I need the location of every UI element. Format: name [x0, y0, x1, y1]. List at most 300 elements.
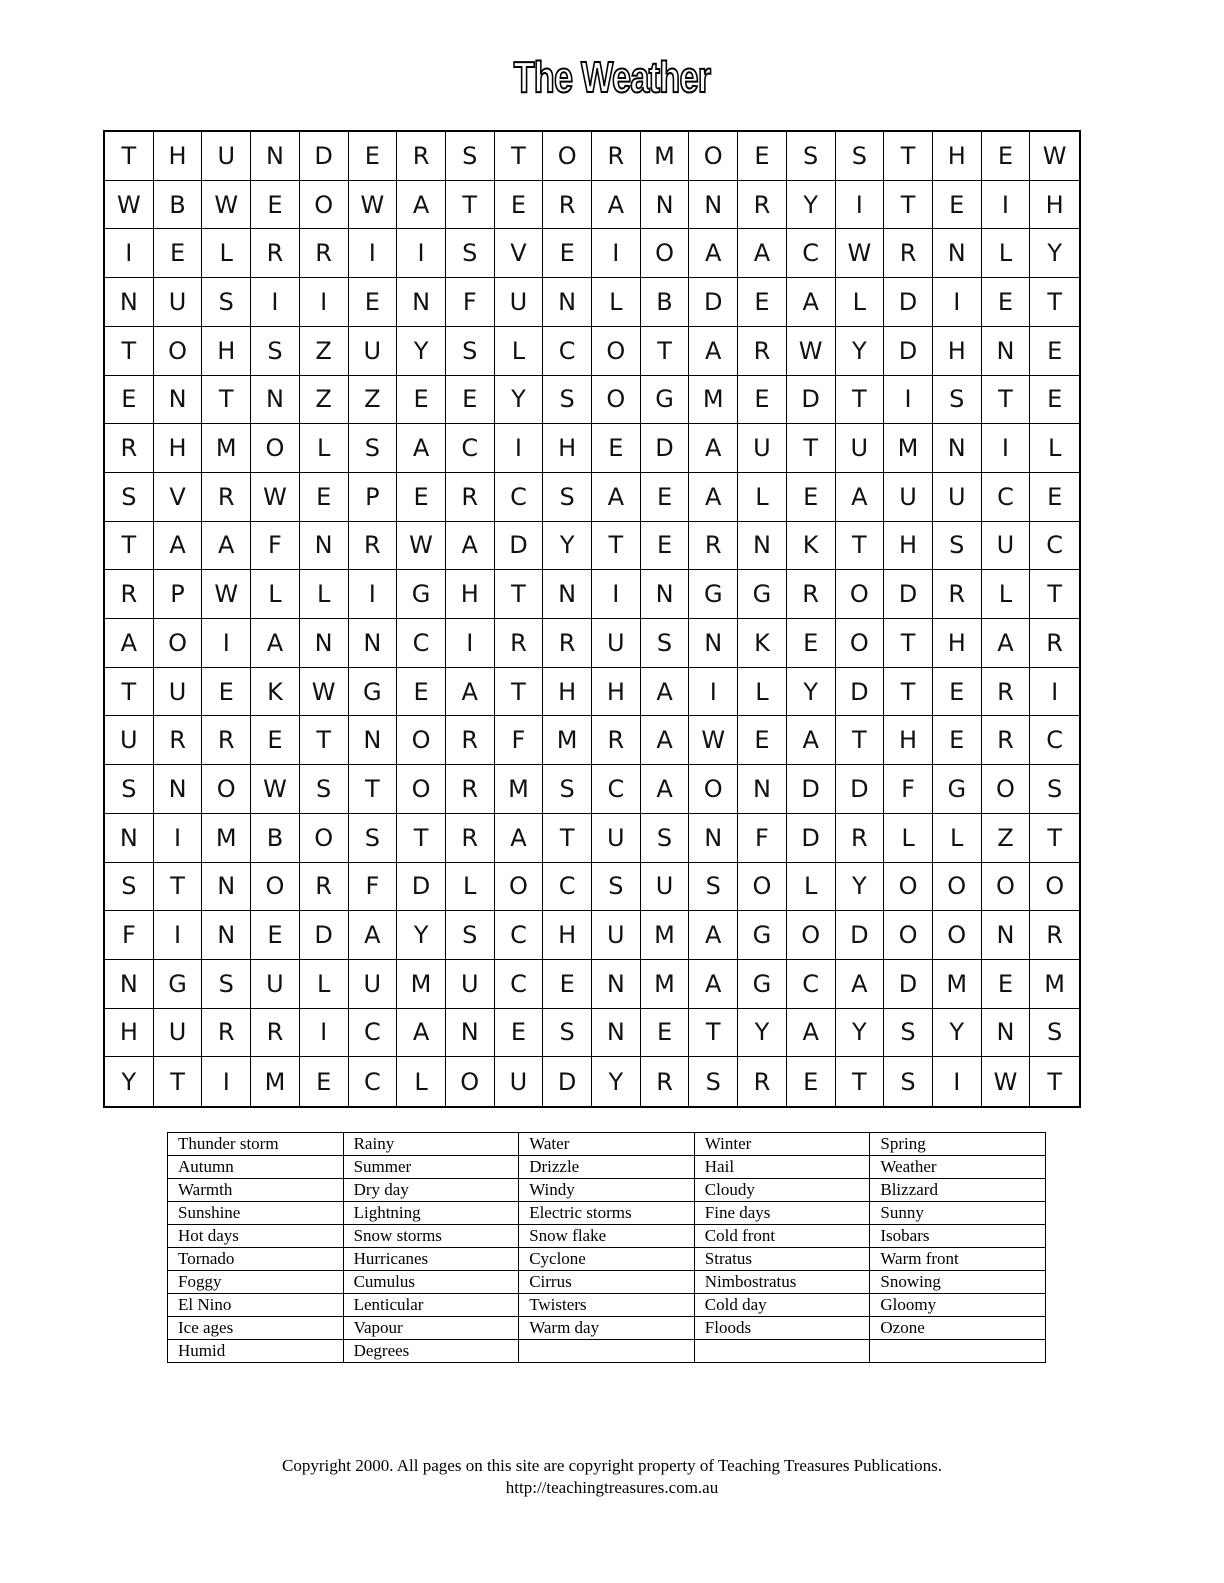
- grid-cell: R: [836, 814, 885, 863]
- word-list-item: Floods: [694, 1317, 870, 1340]
- grid-cell: D: [836, 765, 885, 814]
- grid-cell: T: [836, 1057, 885, 1106]
- grid-cell: F: [884, 765, 933, 814]
- grid-cell: L: [251, 570, 300, 619]
- grid-cell: A: [592, 473, 641, 522]
- grid-cell: C: [1030, 522, 1079, 571]
- grid-cell: H: [933, 327, 982, 376]
- grid-cell: N: [251, 132, 300, 181]
- word-list-item: Ice ages: [168, 1317, 344, 1340]
- grid-cell: N: [982, 911, 1031, 960]
- grid-cell: U: [349, 327, 398, 376]
- word-list-item: Stratus: [694, 1248, 870, 1271]
- grid-cell: T: [446, 181, 495, 230]
- grid-cell: D: [787, 376, 836, 425]
- grid-cell: T: [105, 668, 154, 717]
- grid-cell: R: [397, 132, 446, 181]
- grid-cell: L: [982, 229, 1031, 278]
- grid-cell: E: [982, 132, 1031, 181]
- word-list-item: Drizzle: [519, 1156, 695, 1179]
- grid-cell: N: [738, 522, 787, 571]
- grid-cell: S: [1030, 765, 1079, 814]
- grid-cell: C: [397, 619, 446, 668]
- grid-cell: N: [689, 619, 738, 668]
- grid-cell: U: [738, 424, 787, 473]
- grid-cell: T: [202, 376, 251, 425]
- grid-cell: T: [641, 327, 690, 376]
- grid-cell: I: [689, 668, 738, 717]
- grid-cell: D: [884, 278, 933, 327]
- grid-cell: N: [154, 376, 203, 425]
- grid-cell: H: [543, 424, 592, 473]
- grid-cell: U: [495, 1057, 544, 1106]
- grid-cell: N: [202, 911, 251, 960]
- grid-cell: Y: [836, 863, 885, 912]
- word-list-row: [168, 1133, 1046, 1156]
- word-list-row: [168, 1271, 1046, 1294]
- grid-cell: R: [446, 814, 495, 863]
- grid-cell: B: [641, 278, 690, 327]
- grid-cell: U: [202, 132, 251, 181]
- grid-cell: O: [300, 181, 349, 230]
- grid-cell: R: [202, 716, 251, 765]
- grid-cell: B: [154, 181, 203, 230]
- word-list-item: [519, 1340, 695, 1363]
- grid-cell: G: [933, 765, 982, 814]
- grid-cell: E: [446, 376, 495, 425]
- word-list-item: Hot days: [168, 1225, 344, 1248]
- grid-cell: W: [349, 181, 398, 230]
- grid-cell: R: [592, 716, 641, 765]
- grid-cell: L: [397, 1057, 446, 1106]
- grid-cell: N: [592, 960, 641, 1009]
- grid-cell: R: [787, 570, 836, 619]
- grid-cell: A: [982, 619, 1031, 668]
- grid-cell: M: [495, 765, 544, 814]
- grid-cell: T: [884, 132, 933, 181]
- grid-cell: T: [495, 668, 544, 717]
- grid-cell: G: [397, 570, 446, 619]
- grid-cell: D: [300, 132, 349, 181]
- grid-cell: T: [689, 1009, 738, 1058]
- grid-cell: Z: [349, 376, 398, 425]
- grid-cell: L: [446, 863, 495, 912]
- grid-cell: Z: [300, 327, 349, 376]
- grid-cell: U: [592, 911, 641, 960]
- word-list-item: Cold day: [694, 1294, 870, 1317]
- grid-cell: R: [349, 522, 398, 571]
- word-list-item: Warm front: [870, 1248, 1046, 1271]
- grid-cell: M: [202, 814, 251, 863]
- grid-cell: L: [202, 229, 251, 278]
- grid-cell: E: [300, 473, 349, 522]
- grid-cell: A: [836, 473, 885, 522]
- grid-cell: T: [543, 814, 592, 863]
- grid-cell: O: [982, 765, 1031, 814]
- grid-cell: T: [105, 522, 154, 571]
- grid-cell: C: [349, 1009, 398, 1058]
- word-list-table: [167, 1132, 1046, 1363]
- grid-cell: S: [787, 132, 836, 181]
- grid-cell: U: [836, 424, 885, 473]
- grid-cell: H: [933, 132, 982, 181]
- grid-cell: L: [933, 814, 982, 863]
- grid-cell: M: [1030, 960, 1079, 1009]
- grid-cell: A: [689, 911, 738, 960]
- grid-cell: O: [982, 863, 1031, 912]
- grid-cell: V: [495, 229, 544, 278]
- grid-cell: G: [738, 960, 787, 1009]
- grid-cell: Y: [1030, 229, 1079, 278]
- grid-cell: C: [495, 960, 544, 1009]
- grid-cell: L: [592, 278, 641, 327]
- grid-cell: I: [982, 424, 1031, 473]
- grid-cell: E: [495, 1009, 544, 1058]
- grid-cell: N: [154, 765, 203, 814]
- word-list-row: [168, 1248, 1046, 1271]
- grid-cell: R: [641, 1057, 690, 1106]
- word-list-item: Cyclone: [519, 1248, 695, 1271]
- grid-cell: D: [495, 522, 544, 571]
- grid-cell: A: [689, 229, 738, 278]
- grid-cell: E: [1030, 473, 1079, 522]
- grid-cell: E: [495, 181, 544, 230]
- grid-cell: V: [154, 473, 203, 522]
- grid-cell: O: [592, 376, 641, 425]
- grid-cell: N: [933, 424, 982, 473]
- word-list-item: Weather: [870, 1156, 1046, 1179]
- grid-cell: Y: [543, 522, 592, 571]
- grid-cell: E: [738, 376, 787, 425]
- grid-cell: M: [884, 424, 933, 473]
- grid-cell: D: [689, 278, 738, 327]
- grid-cell: S: [105, 863, 154, 912]
- grid-cell: R: [543, 619, 592, 668]
- word-list-row: [168, 1225, 1046, 1248]
- grid-cell: S: [543, 376, 592, 425]
- word-list-item: Cirrus: [519, 1271, 695, 1294]
- word-list-item: Blizzard: [870, 1179, 1046, 1202]
- grid-cell: P: [349, 473, 398, 522]
- grid-cell: E: [738, 716, 787, 765]
- grid-cell: A: [154, 522, 203, 571]
- word-list-item: Degrees: [343, 1340, 519, 1363]
- grid-cell: T: [154, 1057, 203, 1106]
- grid-cell: A: [251, 619, 300, 668]
- grid-cell: N: [251, 376, 300, 425]
- word-list-item: Warmth: [168, 1179, 344, 1202]
- grid-cell: D: [787, 765, 836, 814]
- grid-cell: C: [592, 765, 641, 814]
- grid-cell: D: [787, 814, 836, 863]
- grid-cell: E: [641, 1009, 690, 1058]
- grid-cell: I: [592, 229, 641, 278]
- grid-cell: T: [105, 327, 154, 376]
- grid-cell: L: [300, 570, 349, 619]
- grid-cell: A: [397, 1009, 446, 1058]
- grid-cell: R: [738, 1057, 787, 1106]
- grid-cell: C: [787, 229, 836, 278]
- grid-cell: H: [543, 911, 592, 960]
- grid-cell: M: [251, 1057, 300, 1106]
- grid-cell: S: [689, 863, 738, 912]
- grid-cell: R: [689, 522, 738, 571]
- word-list-item: El Nino: [168, 1294, 344, 1317]
- grid-cell: S: [349, 814, 398, 863]
- grid-cell: O: [884, 911, 933, 960]
- grid-cell: A: [105, 619, 154, 668]
- grid-cell: S: [933, 376, 982, 425]
- grid-cell: E: [592, 424, 641, 473]
- grid-cell: L: [787, 863, 836, 912]
- grid-cell: W: [689, 716, 738, 765]
- grid-cell: A: [689, 327, 738, 376]
- grid-cell: A: [738, 229, 787, 278]
- grid-cell: N: [349, 619, 398, 668]
- grid-cell: I: [397, 229, 446, 278]
- grid-cell: S: [446, 229, 495, 278]
- grid-cell: D: [884, 570, 933, 619]
- grid-cell: R: [446, 716, 495, 765]
- grid-cell: U: [154, 668, 203, 717]
- grid-cell: T: [495, 570, 544, 619]
- grid-cell: U: [592, 814, 641, 863]
- grid-cell: A: [446, 522, 495, 571]
- grid-cell: G: [738, 570, 787, 619]
- grid-cell: R: [154, 716, 203, 765]
- grid-cell: L: [982, 570, 1031, 619]
- grid-cell: E: [251, 911, 300, 960]
- grid-cell: E: [982, 960, 1031, 1009]
- grid-cell: A: [592, 181, 641, 230]
- grid-cell: E: [738, 278, 787, 327]
- grid-cell: T: [836, 376, 885, 425]
- grid-cell: G: [349, 668, 398, 717]
- grid-cell: N: [641, 570, 690, 619]
- grid-cell: C: [446, 424, 495, 473]
- grid-cell: C: [349, 1057, 398, 1106]
- grid-cell: E: [202, 668, 251, 717]
- grid-cell: S: [836, 132, 885, 181]
- grid-cell: N: [689, 181, 738, 230]
- grid-cell: E: [349, 132, 398, 181]
- grid-cell: C: [543, 863, 592, 912]
- grid-cell: W: [251, 473, 300, 522]
- word-list-item: Sunshine: [168, 1202, 344, 1225]
- grid-cell: O: [543, 132, 592, 181]
- grid-cell: E: [154, 229, 203, 278]
- grid-cell: I: [154, 911, 203, 960]
- grid-cell: Z: [982, 814, 1031, 863]
- grid-cell: A: [787, 716, 836, 765]
- grid-cell: R: [300, 229, 349, 278]
- grid-cell: T: [1030, 570, 1079, 619]
- page-title: The Weather: [513, 53, 711, 102]
- grid-cell: S: [349, 424, 398, 473]
- word-list-item: Cumulus: [343, 1271, 519, 1294]
- grid-cell: W: [202, 181, 251, 230]
- grid-cell: U: [349, 960, 398, 1009]
- grid-cell: N: [982, 327, 1031, 376]
- grid-cell: S: [933, 522, 982, 571]
- grid-cell: M: [397, 960, 446, 1009]
- grid-cell: T: [836, 716, 885, 765]
- word-list-item: Autumn: [168, 1156, 344, 1179]
- grid-cell: I: [349, 229, 398, 278]
- grid-cell: M: [641, 132, 690, 181]
- grid-cell: L: [738, 668, 787, 717]
- grid-cell: A: [641, 765, 690, 814]
- grid-cell: S: [202, 960, 251, 1009]
- word-list-item: [694, 1340, 870, 1363]
- grid-cell: C: [787, 960, 836, 1009]
- grid-cell: W: [251, 765, 300, 814]
- grid-cell: R: [738, 181, 787, 230]
- word-list-item: Fine days: [694, 1202, 870, 1225]
- grid-cell: T: [884, 668, 933, 717]
- grid-cell: R: [251, 229, 300, 278]
- grid-cell: S: [446, 132, 495, 181]
- grid-cell: Y: [787, 668, 836, 717]
- grid-cell: W: [105, 181, 154, 230]
- grid-cell: I: [836, 181, 885, 230]
- grid-cell: O: [397, 765, 446, 814]
- grid-cell: O: [836, 570, 885, 619]
- grid-cell: S: [884, 1009, 933, 1058]
- grid-cell: D: [836, 668, 885, 717]
- grid-cell: F: [446, 278, 495, 327]
- word-list-item: Tornado: [168, 1248, 344, 1271]
- grid-cell: S: [689, 1057, 738, 1106]
- word-list-item: Thunder storm: [168, 1133, 344, 1156]
- grid-cell: H: [884, 522, 933, 571]
- word-search-grid: [103, 130, 1081, 1108]
- grid-cell: T: [1030, 278, 1079, 327]
- grid-cell: F: [349, 863, 398, 912]
- grid-cell: O: [154, 619, 203, 668]
- grid-cell: T: [982, 376, 1031, 425]
- grid-cell: A: [689, 960, 738, 1009]
- grid-cell: A: [446, 668, 495, 717]
- grid-cell: O: [251, 424, 300, 473]
- grid-cell: R: [884, 229, 933, 278]
- grid-cell: I: [202, 619, 251, 668]
- grid-cell: E: [641, 522, 690, 571]
- grid-cell: I: [251, 278, 300, 327]
- grid-cell: R: [1030, 911, 1079, 960]
- word-list-item: Lenticular: [343, 1294, 519, 1317]
- grid-cell: Y: [933, 1009, 982, 1058]
- word-list-item: Rainy: [343, 1133, 519, 1156]
- grid-cell: C: [495, 473, 544, 522]
- grid-cell: W: [982, 1057, 1031, 1106]
- grid-cell: O: [641, 229, 690, 278]
- grid-cell: A: [349, 911, 398, 960]
- grid-cell: O: [202, 765, 251, 814]
- grid-cell: U: [933, 473, 982, 522]
- word-list-item: Nimbostratus: [694, 1271, 870, 1294]
- grid-cell: E: [300, 1057, 349, 1106]
- grid-cell: R: [251, 1009, 300, 1058]
- word-list-item: Snow flake: [519, 1225, 695, 1248]
- grid-cell: Y: [397, 911, 446, 960]
- grid-cell: D: [836, 911, 885, 960]
- word-list-item: Sunny: [870, 1202, 1046, 1225]
- grid-cell: E: [933, 716, 982, 765]
- grid-cell: O: [738, 863, 787, 912]
- grid-cell: E: [738, 132, 787, 181]
- grid-cell: R: [543, 181, 592, 230]
- grid-cell: D: [543, 1057, 592, 1106]
- word-list-item: Snowing: [870, 1271, 1046, 1294]
- grid-cell: E: [1030, 376, 1079, 425]
- grid-cell: H: [933, 619, 982, 668]
- grid-cell: S: [592, 863, 641, 912]
- word-list-item: Twisters: [519, 1294, 695, 1317]
- grid-cell: S: [300, 765, 349, 814]
- grid-cell: R: [738, 327, 787, 376]
- word-list-item: Hurricanes: [343, 1248, 519, 1271]
- word-list-item: [870, 1340, 1046, 1363]
- grid-cell: L: [300, 960, 349, 1009]
- grid-cell: I: [105, 229, 154, 278]
- grid-cell: A: [689, 424, 738, 473]
- word-list-item: Electric storms: [519, 1202, 695, 1225]
- grid-cell: E: [397, 376, 446, 425]
- grid-cell: H: [154, 424, 203, 473]
- grid-cell: H: [543, 668, 592, 717]
- grid-cell: H: [884, 716, 933, 765]
- grid-cell: E: [397, 668, 446, 717]
- grid-cell: S: [105, 473, 154, 522]
- grid-cell: T: [1047, 1067, 1062, 1096]
- grid-cell: U: [641, 863, 690, 912]
- grid-cell: N: [543, 278, 592, 327]
- word-list-item: Dry day: [343, 1179, 519, 1202]
- grid-cell: L: [495, 327, 544, 376]
- grid-cell: N: [300, 619, 349, 668]
- grid-cell: E: [543, 960, 592, 1009]
- grid-cell: E: [543, 229, 592, 278]
- grid-cell: W: [202, 570, 251, 619]
- grid-cell: T: [154, 863, 203, 912]
- grid-cell: M: [641, 960, 690, 1009]
- grid-cell: Y: [397, 327, 446, 376]
- grid-cell: N: [397, 278, 446, 327]
- grid-cell: M: [202, 424, 251, 473]
- grid-cell: E: [933, 668, 982, 717]
- grid-cell: H: [154, 132, 203, 181]
- grid-cell: W: [397, 522, 446, 571]
- grid-cell: R: [982, 668, 1031, 717]
- grid-cell: I: [300, 1009, 349, 1058]
- grid-cell: H: [592, 668, 641, 717]
- grid-cell: N: [689, 814, 738, 863]
- grid-cell: O: [592, 327, 641, 376]
- grid-cell: H: [105, 1009, 154, 1058]
- grid-cell: N: [202, 863, 251, 912]
- grid-cell: F: [738, 814, 787, 863]
- grid-cell: T: [495, 132, 544, 181]
- grid-cell: S: [641, 814, 690, 863]
- grid-cell: I: [1030, 668, 1079, 717]
- grid-cell: R: [300, 863, 349, 912]
- word-list-row: [168, 1317, 1046, 1340]
- grid-cell: E: [1030, 327, 1079, 376]
- grid-cell: G: [641, 376, 690, 425]
- grid-cell: N: [105, 960, 154, 1009]
- grid-cell: G: [689, 570, 738, 619]
